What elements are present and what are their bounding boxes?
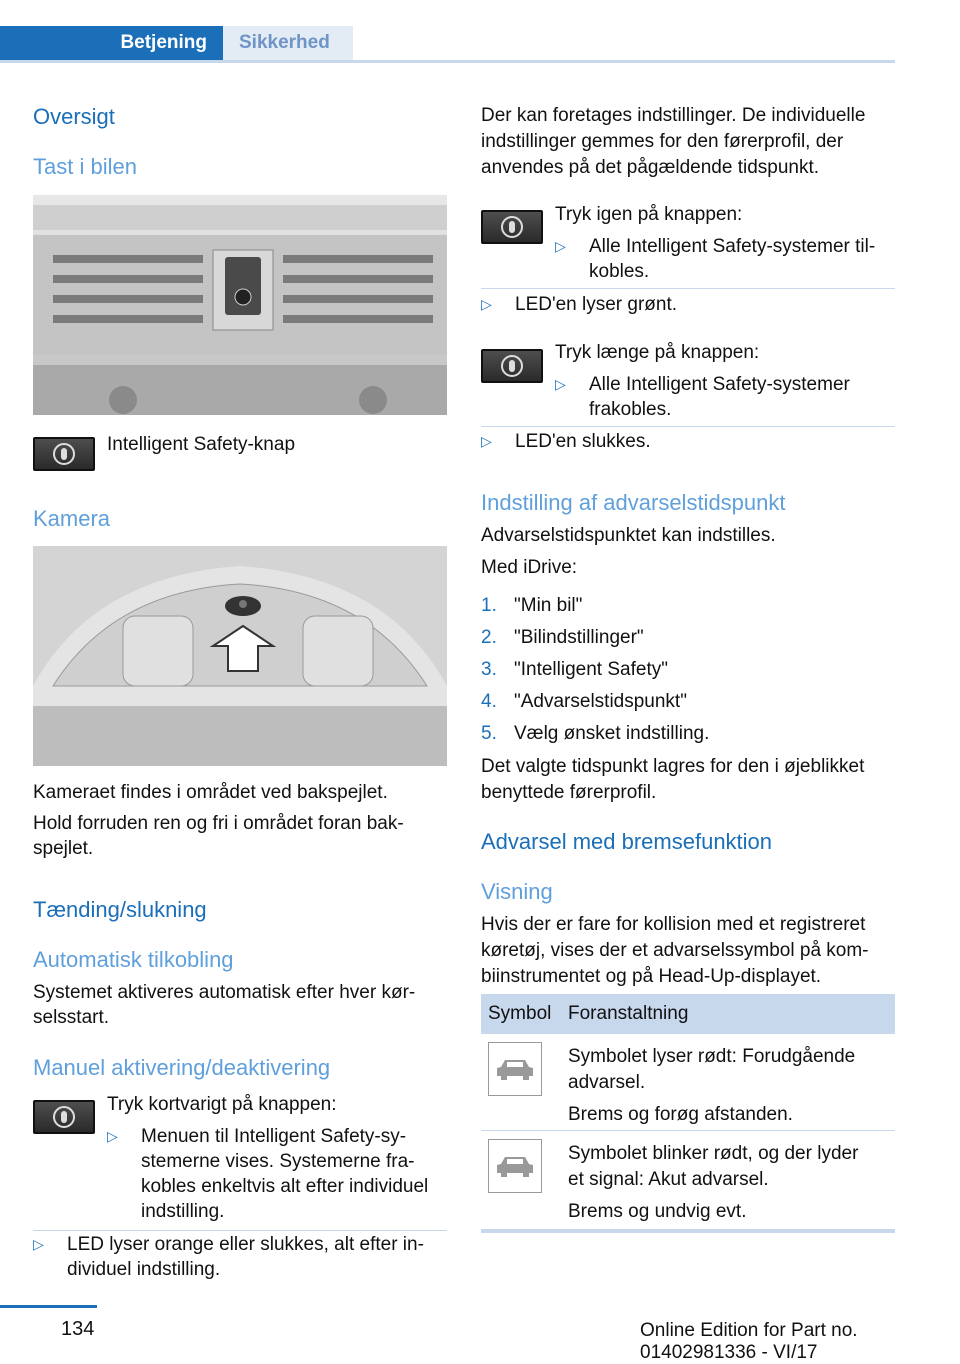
- again-bullet-2: ▷ LED'en lyser grønt.: [481, 294, 678, 315]
- bullet-triangle-icon: ▷: [481, 433, 492, 449]
- idrive-steps: [481, 593, 895, 753]
- auto-title: Automatisk tilkobling: [33, 947, 234, 972]
- auto-text-line2: selsstart.: [33, 1007, 110, 1028]
- intro-line3: anvendes på det pågældende tidspunkt.: [481, 157, 820, 178]
- bullet-triangle-icon: ▷: [33, 1236, 44, 1252]
- visning-line2: køretøj, vises der et advarselssymbol på kom-: [481, 940, 869, 961]
- bullet-divider: [481, 288, 895, 289]
- camera-text-2-line2: spejlet.: [33, 838, 94, 859]
- step-item: 4. "Advarselstidspunkt": [481, 691, 687, 712]
- footer-line: [0, 1305, 97, 1308]
- col-symbol: Symbol: [488, 1003, 552, 1024]
- manuel-title: Manuel aktivering/deaktivering: [33, 1055, 331, 1080]
- bullet-triangle-icon: ▷: [481, 296, 492, 312]
- manuel-intro: Tryk kortvarigt på knappen:: [107, 1094, 337, 1115]
- long-intro: Tryk længe på knappen:: [555, 342, 760, 363]
- manuel-bullet-1: ▷ Menuen til Intelligent Safety-sy- stemerne vises. Systemerne fra- kobles enkeltvis alt efter individuel indstilling.: [107, 1126, 429, 1222]
- visning-line1: Hvis der er fare for kollision med et registreret: [481, 914, 866, 935]
- safety-button-icon: [481, 349, 543, 383]
- bullet-triangle-icon: ▷: [107, 1128, 118, 1144]
- step-item: 2. "Bilindstillinger": [481, 627, 644, 648]
- intro-line2: indstillinger gemmes for den førerprofil, der: [481, 131, 844, 152]
- camera-text-2-line1: Hold forruden ren og fri i området foran bak-: [33, 813, 404, 834]
- bullet-triangle-icon: ▷: [555, 238, 566, 254]
- indstilling-text: Advarselstidspunktet kan indstilles.: [481, 525, 776, 546]
- table-header: [481, 994, 895, 1034]
- after-steps-line1: Det valgte tidspunkt lagres for den i øjeblikket: [481, 756, 865, 777]
- table-bottom-border: [481, 1229, 895, 1233]
- after-steps-line2: benyttede førerprofil.: [481, 782, 657, 803]
- safety-button-icon: [33, 437, 95, 471]
- bullet-divider: [481, 426, 895, 427]
- visning-line3: biinstrumentet og på Head-Up-displayet.: [481, 966, 822, 987]
- car-warning-icon: [488, 1042, 542, 1096]
- idrive-text: Med iDrive:: [481, 557, 578, 578]
- car-warning-icon: [488, 1139, 542, 1193]
- bullet-divider: [33, 1230, 447, 1231]
- manuel-bullet-2: ▷ LED lyser orange eller slukkes, alt efter in- dividuel indstilling.: [33, 1234, 424, 1280]
- again-bullet-1: ▷ Alle Intelligent Safety-systemer til- kobles.: [555, 236, 876, 282]
- tab-betjening[interactable]: Betjening: [0, 26, 223, 60]
- subsection-title: Tast i bilen: [33, 154, 137, 179]
- intro-line1: Der kan foretages indstillinger. De individuelle: [481, 105, 866, 126]
- symbol-table: [481, 994, 895, 1233]
- long-bullet-1: ▷ Alle Intelligent Safety-systemer frakobles.: [555, 374, 850, 420]
- long-bullet-2: ▷ LED'en slukkes.: [481, 431, 651, 452]
- camera-text-1: Kameraet findes i området ved bakspejlet.: [33, 782, 388, 803]
- again-intro: Tryk igen på knappen:: [555, 204, 743, 225]
- table-row: Symbolet blinker rødt, og der lyder et signal: Akut advarsel. Brems og undvig evt.: [481, 1131, 895, 1229]
- bullet-triangle-icon: ▷: [555, 376, 566, 392]
- col-foranstaltning: Foranstaltning: [568, 1003, 689, 1024]
- taending-title: Tænding/slukning: [33, 897, 207, 922]
- safety-button-icon: [481, 210, 543, 244]
- tab-sikkerhed[interactable]: Sikkerhed: [223, 26, 353, 60]
- header-divider: [0, 60, 895, 63]
- kamera-title: Kamera: [33, 506, 111, 531]
- page-number: 134: [61, 1318, 95, 1340]
- dashboard-image: [33, 195, 447, 415]
- edition-text: Online Edition for Part no. 01402981336 - VI/17: [640, 1320, 858, 1363]
- step-item: 1. "Min bil": [481, 595, 583, 616]
- table-row: Symbolet lyser rødt: Forudgående advarsel. Brems og forøg afstanden.: [481, 1034, 895, 1131]
- step-item: 3. "Intelligent Safety": [481, 659, 668, 680]
- button-caption: Intelligent Safety-knap: [107, 434, 296, 455]
- safety-button-icon: [33, 1100, 95, 1134]
- indstilling-title: Indstilling af advarselstidspunkt: [481, 490, 786, 515]
- auto-text-line1: Systemet aktiveres automatisk efter hver kør-: [33, 982, 416, 1003]
- camera-image: [33, 546, 447, 766]
- advarsel-title: Advarsel med bremsefunktion: [481, 829, 773, 854]
- visning-title: Visning: [481, 879, 553, 904]
- step-item: 5. Vælg ønsket indstilling.: [481, 723, 710, 744]
- section-title: Oversigt: [33, 104, 115, 129]
